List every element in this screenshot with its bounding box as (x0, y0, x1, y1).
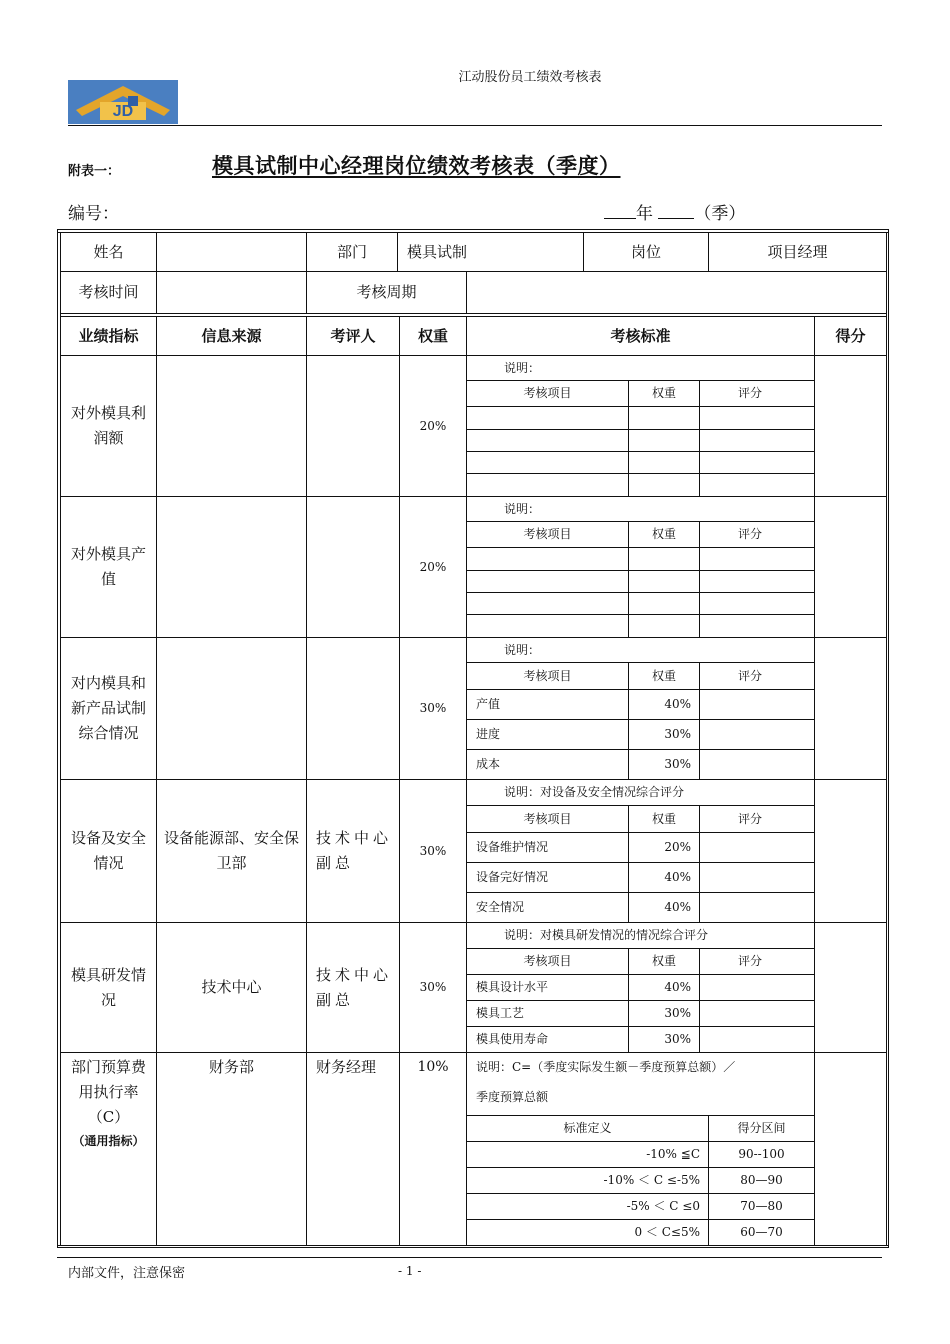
indicator-cell: 对外模具利润额 (70, 404, 146, 447)
page-title-text: 模具试制中心经理岗位绩效考核表（季度） (212, 153, 621, 178)
indicator-cell: 对外模具产值 (70, 545, 146, 588)
item-weight: 20% (664, 840, 691, 854)
header-title: 江动股份员工绩效考核表 (458, 70, 602, 85)
col-source: 信息来源 (201, 326, 262, 345)
note-cell: 说明： (504, 360, 541, 375)
score-cell[interactable] (815, 780, 886, 922)
code-label: 编号： (68, 204, 119, 224)
note-line-2: 季度预算总额 (476, 1089, 549, 1104)
page-title (212, 150, 621, 180)
weight-cell: 20% (419, 418, 447, 433)
col-weight: 权重 (417, 326, 448, 345)
indicator-note: （通用指标） (72, 1134, 145, 1148)
score-cell[interactable] (815, 923, 886, 1052)
sub-line (466, 473, 814, 474)
appendix-label: 附表一： (68, 164, 121, 179)
col-score: 得分 (835, 326, 866, 345)
post-label: 岗位 (630, 242, 661, 261)
period-label: 考核周期 (356, 283, 417, 301)
note-cell: 说明： (504, 642, 541, 657)
sub-header-item: 考核项目 (523, 811, 572, 826)
col-standard: 考核标准 (610, 326, 671, 345)
item-weight: 30% (664, 1006, 691, 1020)
std-definition: 0 ＜ C≤5% (634, 1225, 700, 1239)
item-weight: 40% (664, 870, 691, 884)
item-name: 模具使用寿命 (476, 1032, 549, 1046)
sub-header-rating: 评分 (737, 811, 762, 826)
sub-header-item: 考核项目 (523, 386, 572, 400)
std-header: 标准定义 (563, 1121, 612, 1135)
dept-label: 部门 (336, 242, 367, 261)
sub-line (466, 570, 814, 571)
std-range: 70—80 (740, 1199, 783, 1213)
inner-bottom-line (57, 1245, 889, 1246)
year-blank[interactable] (604, 203, 636, 219)
post-field[interactable]: 项目经理 (767, 242, 828, 261)
sub-line (466, 406, 814, 407)
score-cell[interactable] (815, 497, 886, 637)
page-number: - 1 - (398, 1264, 422, 1278)
season-label: （季） (694, 204, 746, 224)
evaluator-cell: 技术中心副总 (316, 965, 393, 1009)
note-cell: 说明：对设备及安全情况综合评分 (504, 785, 685, 799)
item-weight: 40% (664, 697, 691, 711)
note-line-1: 说明：C=（季度实际发生额－季度预算总额）／ (476, 1059, 736, 1074)
weight-cell: 30% (419, 701, 447, 715)
dept-field[interactable]: 模具试制 (407, 242, 468, 261)
indicator-cell: 部门预算费用执行率（C） (70, 1058, 146, 1126)
sub-line (466, 592, 814, 593)
logo-graphic (68, 80, 178, 124)
std-definition: -10% ≦C (646, 1147, 700, 1161)
col-indicator: 业绩指标 (78, 326, 139, 345)
source-cell (157, 638, 306, 779)
sub-header-weight: 权重 (651, 668, 676, 683)
sub-header-weight: 权重 (651, 527, 676, 541)
footer-divider (57, 1257, 882, 1258)
sub-header-weight: 权重 (651, 954, 676, 968)
sub-line (466, 547, 814, 548)
confidential-note: 内部文件，注意保密 (68, 1266, 186, 1281)
col-evaluator: 考评人 (330, 326, 376, 345)
sub-header-rating: 评分 (737, 954, 762, 968)
weight-cell: 30% (419, 843, 447, 858)
indicator-cell: 对内模具和新产品试制综合情况 (70, 674, 146, 742)
std-range: 60—70 (740, 1225, 783, 1239)
time-label: 考核时间 (78, 283, 139, 301)
year-label: 年 (636, 204, 653, 224)
inner-right-line (886, 232, 887, 1245)
season-blank[interactable] (658, 203, 694, 219)
sub-header-item: 考核项目 (523, 668, 572, 683)
range-header: 得分区间 (737, 1121, 786, 1135)
item-weight: 30% (664, 727, 691, 741)
time-field[interactable] (157, 272, 306, 313)
item-weight: 40% (664, 980, 691, 994)
sub-header-rating: 评分 (737, 527, 762, 541)
sub-header-rating: 评分 (737, 386, 762, 400)
sub-line (466, 429, 814, 430)
std-definition: -10% ＜ C ≤-5% (603, 1173, 700, 1187)
weight-cell: 20% (419, 559, 447, 574)
header-divider (68, 125, 882, 126)
company-logo (68, 80, 178, 124)
sub-header-item: 考核项目 (523, 954, 572, 968)
indicator-cell: 模具研发情况 (70, 965, 146, 1009)
std-definition: -5% ＜ C ≤0 (626, 1199, 700, 1213)
weight-cell: 30% (419, 980, 447, 994)
source-cell (157, 497, 306, 637)
evaluator-cell (307, 356, 399, 496)
sub-line (466, 451, 814, 452)
source-cell (157, 356, 306, 496)
score-cell[interactable] (815, 1053, 886, 1245)
item-weight: 40% (664, 900, 691, 914)
source-cell: 财务部 (208, 1058, 254, 1076)
evaluator-cell: 财务经理 (316, 1058, 377, 1076)
row-line (60, 313, 886, 314)
item-weight: 30% (664, 1032, 691, 1046)
evaluator-cell: 技术中心副总 (316, 829, 393, 872)
sub-line (466, 614, 814, 615)
weight-cell: 10% (417, 1059, 449, 1075)
item-name: 模具工艺 (476, 1006, 525, 1020)
item-name: 成本 (476, 757, 501, 771)
item-name: 产值 (476, 697, 501, 711)
period-line (604, 199, 745, 224)
name-label: 姓名 (93, 242, 124, 261)
item-weight: 30% (664, 757, 691, 771)
note-cell: 说明： (504, 501, 541, 516)
note-cell: 说明：对模具研发情况的情况综合评分 (504, 928, 709, 942)
std-range: 90--100 (738, 1147, 785, 1161)
item-name: 设备维护情况 (476, 840, 549, 854)
evaluator-cell (307, 638, 399, 779)
name-field[interactable] (157, 233, 306, 271)
std-range: 80—90 (740, 1173, 783, 1187)
item-name: 进度 (476, 727, 501, 741)
score-cell[interactable] (815, 638, 886, 779)
score-cell[interactable] (815, 356, 886, 496)
indicator-cell: 设备及安全情况 (70, 829, 146, 872)
item-name: 模具设计水平 (476, 980, 549, 994)
item-name: 安全情况 (476, 900, 525, 914)
sub-header-weight: 权重 (651, 386, 676, 400)
sub-header-item: 考核项目 (523, 527, 572, 541)
source-cell: 设备能源部、安全保卫部 (163, 829, 299, 872)
sub-header-weight: 权重 (651, 811, 676, 826)
source-cell: 技术中心 (201, 978, 262, 996)
item-name: 设备完好情况 (476, 870, 549, 884)
inner-left-line (60, 232, 61, 1245)
period-field[interactable] (467, 272, 886, 313)
sub-header-rating: 评分 (737, 668, 762, 683)
evaluator-cell (307, 497, 399, 637)
logo-lettering: JD (112, 103, 134, 120)
